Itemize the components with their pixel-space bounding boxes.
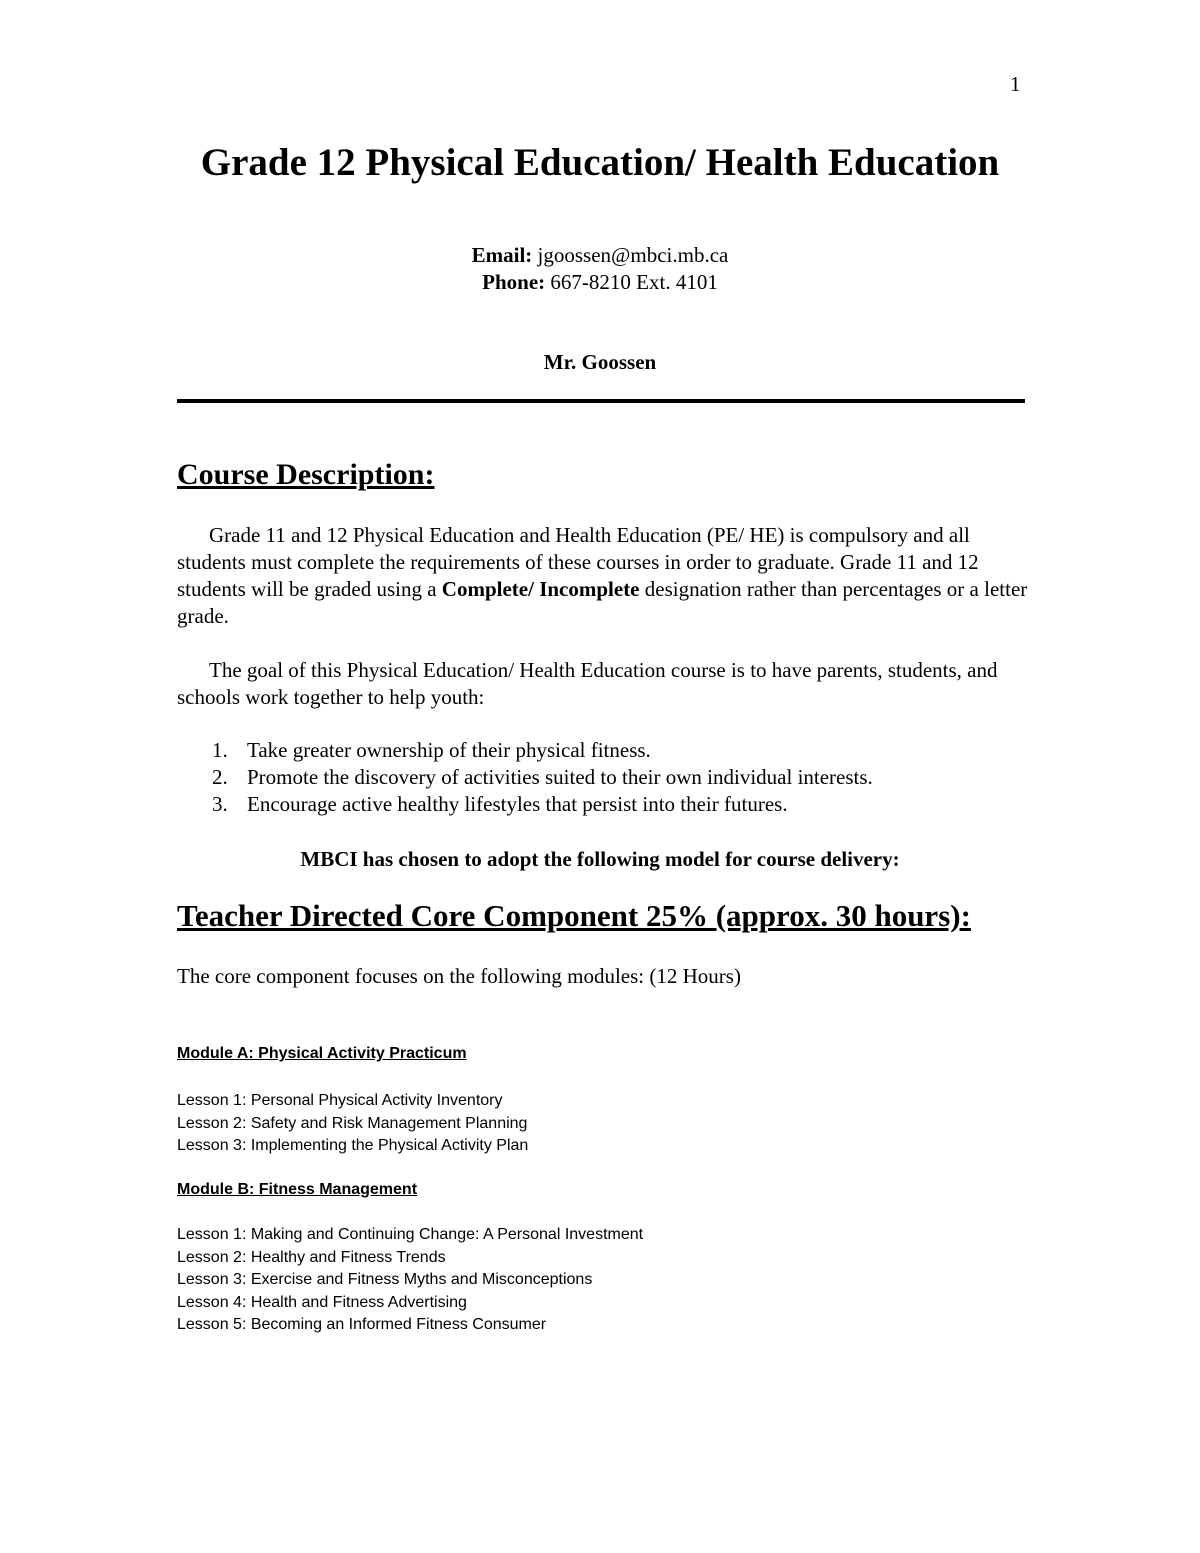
goal-text: Take greater ownership of their physical fitness. — [247, 738, 651, 762]
grading-designation: Complete/ Incomplete — [441, 577, 640, 601]
page-number: 1 — [1010, 72, 1021, 96]
lesson-item: Lesson 2: Safety and Risk Management Planning — [177, 1114, 528, 1132]
course-description-paragraph-2 — [177, 657, 1037, 711]
lesson-item: Lesson 1: Making and Continuing Change: A Personal Investment — [177, 1226, 644, 1243]
course-description-paragraph-1 — [177, 522, 1037, 630]
core-component-heading: Teacher Directed Core Component 25% (approx. 30 hours): — [177, 898, 971, 933]
horizontal-rule — [177, 399, 1025, 403]
phone-label: Phone: — [482, 270, 546, 294]
goal-number: 3. — [212, 792, 228, 816]
goal-item — [212, 737, 873, 764]
email-value: jgoossen@mbci.mb.ca — [532, 243, 729, 267]
p2-text: The goal of this Physical Education/ Health Education course is to have parents, students, and schools work together to help youth: — [177, 658, 998, 709]
goal-text: Promote the discovery of activities suited to their own individual interests. — [247, 765, 873, 789]
goals-list — [212, 737, 873, 818]
goal-number: 1. — [212, 738, 228, 762]
course-description-heading: Course Description: — [177, 458, 435, 491]
email-line — [0, 243, 1200, 268]
core-component-intro: The core component focuses on the following modules: (12 Hours) — [177, 964, 741, 988]
lesson-item: Lesson 3: Implementing the Physical Activity Plan — [177, 1137, 529, 1154]
p1-text-end: designation rather than percentages or a letter grade. — [177, 577, 1028, 628]
model-statement: MBCI has chosen to adopt the following model for course delivery: — [300, 847, 900, 871]
lesson-item: Lesson 2: Healthy and Fitness Trends — [177, 1248, 446, 1266]
module-a-lessons — [177, 1090, 528, 1158]
module-b-title: Module B: Fitness Management — [177, 1181, 418, 1198]
lesson-item: Lesson 1: Personal Physical Activity Inventory — [177, 1092, 503, 1109]
lesson-item: Lesson 3: Exercise and Fitness Myths and Misconceptions — [177, 1271, 593, 1288]
goal-number: 2. — [212, 765, 228, 789]
lesson-item: Lesson 4: Health and Fitness Advertising — [177, 1293, 467, 1311]
document-title: Grade 12 Physical Education/ Health Education — [200, 141, 1000, 184]
phone-value: 667-8210 Ext. 4101 — [545, 270, 718, 294]
p1-text: Grade 11 and 12 Physical Education and Health Education (PE/ HE) is compulsory and all students must complete the requirements of these courses in order to graduate. Grade 11 and 12 students will be graded using a — [177, 523, 979, 601]
email-label: Email: — [471, 243, 533, 267]
goal-item — [212, 764, 873, 791]
module-a-title: Module A: Physical Activity Practicum — [177, 1045, 467, 1062]
goal-text: Encourage active healthy lifestyles that persist into their futures. — [247, 792, 788, 816]
phone-line — [0, 270, 1200, 295]
goal-item — [212, 791, 873, 818]
teacher-name: Mr. Goossen — [543, 350, 657, 374]
lesson-item: Lesson 5: Becoming an Informed Fitness Consumer — [177, 1316, 547, 1333]
module-b-lessons — [177, 1224, 643, 1337]
